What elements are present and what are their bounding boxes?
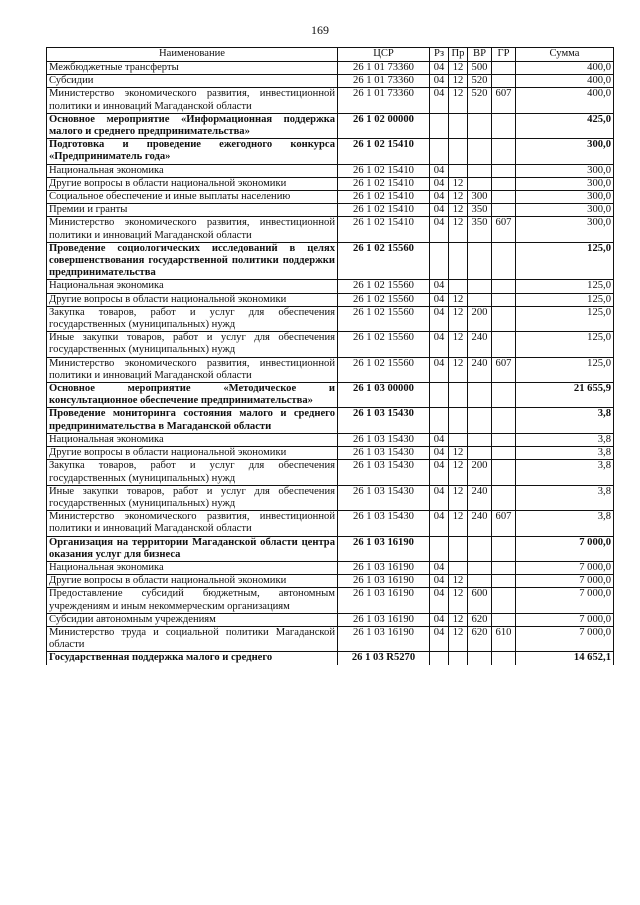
table-cell-gr — [492, 433, 516, 446]
table-cell-pr: 12 — [449, 204, 468, 217]
table-cell-csr: 26 1 02 15410 — [338, 191, 430, 204]
header-sum: Сумма — [516, 48, 614, 62]
table-cell-pr: 12 — [449, 75, 468, 88]
table-cell-sum: 300,0 — [516, 177, 614, 190]
table-cell-csr: 26 1 03 16190 — [338, 588, 430, 613]
table-row — [47, 447, 614, 460]
table-cell-vr: 240 — [468, 357, 492, 382]
table-cell-csr: 26 1 03 15430 — [338, 485, 430, 510]
table-cell-pr — [449, 536, 468, 561]
table-cell-csr: 26 1 01 73360 — [338, 88, 430, 113]
table-cell-rz: 04 — [430, 485, 449, 510]
table-cell-vr — [468, 408, 492, 433]
table-cell-vr: 350 — [468, 217, 492, 242]
table-cell-vr: 500 — [468, 62, 492, 75]
table-cell-csr: 26 1 03 16190 — [338, 575, 430, 588]
table-row — [47, 626, 614, 651]
table-cell-name: Субсидии — [47, 75, 338, 88]
table-cell-sum: 7 000,0 — [516, 575, 614, 588]
table-cell-rz: 04 — [430, 575, 449, 588]
table-cell-pr — [449, 383, 468, 408]
table-row — [47, 306, 614, 331]
table-cell-pr: 12 — [449, 217, 468, 242]
table-cell-pr — [449, 242, 468, 280]
table-cell-rz — [430, 242, 449, 280]
table-cell-rz: 04 — [430, 164, 449, 177]
table-cell-vr — [468, 433, 492, 446]
table-cell-name: Предоставление субсидий бюджетным, автономным учреждениям и иным некоммерческим организациям — [47, 588, 338, 613]
table-cell-csr: 26 1 03 R5270 — [338, 652, 430, 665]
table-cell-name: Социальное обеспечение и иные выплаты населению — [47, 191, 338, 204]
table-cell-sum: 125,0 — [516, 242, 614, 280]
table-cell-vr — [468, 536, 492, 561]
table-cell-sum: 125,0 — [516, 280, 614, 293]
table-cell-sum: 125,0 — [516, 357, 614, 382]
table-cell-gr — [492, 191, 516, 204]
table-cell-rz: 04 — [430, 332, 449, 357]
table-row — [47, 217, 614, 242]
table-cell-csr: 26 1 03 16190 — [338, 626, 430, 651]
table-cell-name: Национальная экономика — [47, 561, 338, 574]
table-cell-csr: 26 1 02 15560 — [338, 332, 430, 357]
table-cell-vr: 620 — [468, 613, 492, 626]
table-cell-sum: 7 000,0 — [516, 561, 614, 574]
table-cell-pr: 12 — [449, 613, 468, 626]
header-gr: ГР — [492, 48, 516, 62]
table-cell-pr: 12 — [449, 306, 468, 331]
table-cell-rz: 04 — [430, 433, 449, 446]
table-body — [47, 62, 614, 665]
table-cell-gr — [492, 204, 516, 217]
table-row — [47, 588, 614, 613]
table-cell-sum: 3,8 — [516, 447, 614, 460]
table-row — [47, 191, 614, 204]
table-cell-vr — [468, 652, 492, 665]
table-cell-name: Национальная экономика — [47, 164, 338, 177]
table-cell-gr — [492, 561, 516, 574]
table-cell-name: Основное мероприятие «Информационная поддержка малого и среднего предпринимательства» — [47, 113, 338, 138]
table-cell-csr: 26 1 02 15560 — [338, 280, 430, 293]
table-row — [47, 613, 614, 626]
table-cell-csr: 26 1 01 73360 — [338, 62, 430, 75]
table-cell-csr: 26 1 03 15430 — [338, 408, 430, 433]
table-cell-rz: 04 — [430, 511, 449, 536]
table-cell-rz: 04 — [430, 357, 449, 382]
table-cell-pr: 12 — [449, 485, 468, 510]
table-cell-vr — [468, 575, 492, 588]
table-cell-vr: 300 — [468, 191, 492, 204]
page-number: 169 — [311, 23, 329, 37]
table-header-row — [47, 48, 614, 62]
table-cell-pr — [449, 561, 468, 574]
table-cell-pr: 12 — [449, 62, 468, 75]
table-cell-vr: 240 — [468, 485, 492, 510]
table-cell-rz: 04 — [430, 217, 449, 242]
table-cell-name: Межбюджетные трансферты — [47, 62, 338, 75]
table-row — [47, 536, 614, 561]
table-cell-rz: 04 — [430, 626, 449, 651]
table-cell-gr — [492, 177, 516, 190]
table-cell-csr: 26 1 02 00000 — [338, 113, 430, 138]
table-cell-gr — [492, 293, 516, 306]
table-row — [47, 242, 614, 280]
table-row — [47, 293, 614, 306]
table-cell-name: Закупка товаров, работ и услуг для обеспечения государственных (муниципальных) нужд — [47, 306, 338, 331]
table-cell-gr: 610 — [492, 626, 516, 651]
table-cell-sum: 400,0 — [516, 62, 614, 75]
table-row — [47, 561, 614, 574]
table-cell-name: Организация на территории Магаданской области центра оказания услуг для бизнеса — [47, 536, 338, 561]
table-cell-name: Проведение мониторинга состояния малого и среднего предпринимательства в Магаданской области — [47, 408, 338, 433]
table-cell-csr: 26 1 02 15410 — [338, 139, 430, 164]
table-row — [47, 357, 614, 382]
table-cell-csr: 26 1 03 15430 — [338, 511, 430, 536]
table-cell-pr: 12 — [449, 588, 468, 613]
table-cell-gr — [492, 460, 516, 485]
table-cell-sum: 3,8 — [516, 433, 614, 446]
table-cell-rz: 04 — [430, 293, 449, 306]
table-cell-sum: 300,0 — [516, 217, 614, 242]
table-row — [47, 460, 614, 485]
table-cell-sum: 300,0 — [516, 139, 614, 164]
table-row — [47, 575, 614, 588]
table-cell-vr — [468, 561, 492, 574]
table-cell-rz: 04 — [430, 306, 449, 331]
table-cell-pr — [449, 139, 468, 164]
table-cell-gr — [492, 332, 516, 357]
table-cell-pr: 12 — [449, 357, 468, 382]
table-cell-gr — [492, 575, 516, 588]
table-cell-csr: 26 1 03 15430 — [338, 447, 430, 460]
table-cell-sum: 400,0 — [516, 88, 614, 113]
table-row — [47, 652, 614, 665]
table-cell-sum: 300,0 — [516, 164, 614, 177]
table-cell-rz: 04 — [430, 588, 449, 613]
table-cell-csr: 26 1 03 16190 — [338, 561, 430, 574]
table-cell-vr: 350 — [468, 204, 492, 217]
table-cell-gr — [492, 536, 516, 561]
table-row — [47, 88, 614, 113]
table-cell-sum: 3,8 — [516, 511, 614, 536]
table-cell-sum: 7 000,0 — [516, 536, 614, 561]
table-cell-vr — [468, 139, 492, 164]
table-cell-gr — [492, 588, 516, 613]
table-cell-sum: 3,8 — [516, 460, 614, 485]
table-cell-gr — [492, 306, 516, 331]
table-cell-sum: 125,0 — [516, 293, 614, 306]
table-cell-pr — [449, 408, 468, 433]
table-cell-sum: 14 652,1 — [516, 652, 614, 665]
table-cell-pr: 12 — [449, 626, 468, 651]
table-cell-pr: 12 — [449, 460, 468, 485]
table-cell-name: Закупка товаров, работ и услуг для обеспечения государственных (муниципальных) нужд — [47, 460, 338, 485]
table-row — [47, 408, 614, 433]
table-cell-pr — [449, 433, 468, 446]
table-cell-vr: 520 — [468, 88, 492, 113]
table-cell-vr — [468, 447, 492, 460]
table-cell-pr: 12 — [449, 575, 468, 588]
table-row — [47, 332, 614, 357]
table-cell-gr: 607 — [492, 88, 516, 113]
table-cell-sum: 300,0 — [516, 191, 614, 204]
table-cell-vr — [468, 383, 492, 408]
table-cell-csr: 26 1 02 15560 — [338, 242, 430, 280]
header-name: Наименование — [47, 48, 338, 62]
table-cell-rz: 04 — [430, 204, 449, 217]
table-cell-rz: 04 — [430, 447, 449, 460]
table-row — [47, 164, 614, 177]
table-cell-name: Иные закупки товаров, работ и услуг для обеспечения государственных (муниципальных) нужд — [47, 332, 338, 357]
table-cell-rz — [430, 652, 449, 665]
table-row — [47, 62, 614, 75]
table-cell-vr: 200 — [468, 460, 492, 485]
table-row — [47, 383, 614, 408]
table-cell-sum: 7 000,0 — [516, 613, 614, 626]
table-cell-gr — [492, 75, 516, 88]
table-cell-csr: 26 1 03 00000 — [338, 383, 430, 408]
table-cell-csr: 26 1 03 16190 — [338, 613, 430, 626]
table-cell-sum: 125,0 — [516, 306, 614, 331]
table-cell-vr: 620 — [468, 626, 492, 651]
table-cell-gr: 607 — [492, 357, 516, 382]
table-row — [47, 139, 614, 164]
table-cell-gr — [492, 408, 516, 433]
table-cell-pr: 12 — [449, 88, 468, 113]
table-row — [47, 75, 614, 88]
table-cell-vr: 600 — [468, 588, 492, 613]
table-cell-gr — [492, 139, 516, 164]
header-pr: Пр — [449, 48, 468, 62]
table-cell-name: Другие вопросы в области национальной экономики — [47, 177, 338, 190]
table-cell-rz: 04 — [430, 280, 449, 293]
table-cell-name: Субсидии автономным учреждениям — [47, 613, 338, 626]
table-cell-csr: 26 1 02 15410 — [338, 217, 430, 242]
table-cell-sum: 425,0 — [516, 113, 614, 138]
table-cell-csr: 26 1 01 73360 — [338, 75, 430, 88]
table-cell-csr: 26 1 02 15560 — [338, 293, 430, 306]
table-cell-csr: 26 1 03 15430 — [338, 460, 430, 485]
table-row — [47, 485, 614, 510]
table-row — [47, 177, 614, 190]
table-cell-pr: 12 — [449, 177, 468, 190]
table-cell-vr — [468, 280, 492, 293]
table-cell-rz: 04 — [430, 191, 449, 204]
table-cell-pr: 12 — [449, 332, 468, 357]
table-cell-gr — [492, 113, 516, 138]
table-cell-vr — [468, 177, 492, 190]
table-cell-name: Министерство экономического развития, инвестиционной политики и инноваций Магаданской области — [47, 88, 338, 113]
table-row — [47, 113, 614, 138]
table-cell-csr: 26 1 02 15410 — [338, 164, 430, 177]
table-cell-name: Иные закупки товаров, работ и услуг для обеспечения государственных (муниципальных) нужд — [47, 485, 338, 510]
table-cell-pr: 12 — [449, 191, 468, 204]
table-cell-vr: 240 — [468, 511, 492, 536]
table-cell-rz — [430, 536, 449, 561]
table-cell-vr — [468, 242, 492, 280]
table-row — [47, 280, 614, 293]
table-cell-csr: 26 1 02 15410 — [338, 204, 430, 217]
table-cell-rz: 04 — [430, 561, 449, 574]
table-cell-name: Министерство экономического развития, инвестиционной политики и инноваций Магаданской области — [47, 357, 338, 382]
table-cell-rz: 04 — [430, 62, 449, 75]
table-cell-csr: 26 1 02 15410 — [338, 177, 430, 190]
table-cell-gr — [492, 613, 516, 626]
table-cell-sum: 300,0 — [516, 204, 614, 217]
table-cell-rz — [430, 408, 449, 433]
table-cell-pr — [449, 280, 468, 293]
budget-table — [46, 47, 614, 665]
table-cell-sum: 125,0 — [516, 332, 614, 357]
table-row — [47, 511, 614, 536]
table-cell-rz — [430, 113, 449, 138]
table-cell-sum: 21 655,9 — [516, 383, 614, 408]
table-cell-gr: 607 — [492, 217, 516, 242]
header-csr: ЦСР — [338, 48, 430, 62]
table-cell-gr — [492, 485, 516, 510]
table-cell-pr — [449, 652, 468, 665]
table-cell-gr: 607 — [492, 511, 516, 536]
table-cell-csr: 26 1 02 15560 — [338, 357, 430, 382]
header-vr: ВР — [468, 48, 492, 62]
table-cell-name: Подготовка и проведение ежегодного конкурса «Предприниматель года» — [47, 139, 338, 164]
table-cell-name: Другие вопросы в области национальной экономики — [47, 575, 338, 588]
table-cell-rz: 04 — [430, 88, 449, 113]
table-cell-name: Национальная экономика — [47, 280, 338, 293]
table-cell-vr: 520 — [468, 75, 492, 88]
table-cell-rz — [430, 139, 449, 164]
table-cell-vr — [468, 293, 492, 306]
table-cell-name: Основное мероприятие «Методическое и консультационное обеспечение предпринимательства» — [47, 383, 338, 408]
table-cell-sum: 7 000,0 — [516, 588, 614, 613]
table-cell-sum: 3,8 — [516, 408, 614, 433]
table-cell-rz: 04 — [430, 460, 449, 485]
table-cell-rz: 04 — [430, 75, 449, 88]
table-cell-gr — [492, 383, 516, 408]
table-cell-gr — [492, 62, 516, 75]
table-cell-rz: 04 — [430, 613, 449, 626]
table-cell-name: Премии и гранты — [47, 204, 338, 217]
table-cell-vr: 200 — [468, 306, 492, 331]
table-cell-gr — [492, 242, 516, 280]
header-rz: Рз — [430, 48, 449, 62]
table-row — [47, 204, 614, 217]
table-cell-gr — [492, 164, 516, 177]
table-cell-gr — [492, 447, 516, 460]
table-cell-pr — [449, 113, 468, 138]
table-cell-vr: 240 — [468, 332, 492, 357]
table-cell-name: Государственная поддержка малого и среднего — [47, 652, 338, 665]
table-cell-vr — [468, 164, 492, 177]
table-cell-vr — [468, 113, 492, 138]
table-cell-sum: 400,0 — [516, 75, 614, 88]
table-cell-name: Министерство экономического развития, инвестиционной политики и инноваций Магаданской области — [47, 217, 338, 242]
table-cell-name: Другие вопросы в области национальной экономики — [47, 447, 338, 460]
table-cell-csr: 26 1 03 16190 — [338, 536, 430, 561]
table-row — [47, 433, 614, 446]
table-cell-rz — [430, 383, 449, 408]
table-cell-gr — [492, 652, 516, 665]
table-cell-name: Национальная экономика — [47, 433, 338, 446]
table-cell-csr: 26 1 02 15560 — [338, 306, 430, 331]
table-cell-gr — [492, 280, 516, 293]
table-cell-name: Другие вопросы в области национальной экономики — [47, 293, 338, 306]
table-cell-sum: 3,8 — [516, 485, 614, 510]
table-cell-name: Министерство экономического развития, инвестиционной политики и инноваций Магаданской области — [47, 511, 338, 536]
table-cell-pr: 12 — [449, 447, 468, 460]
table-cell-pr — [449, 164, 468, 177]
table-cell-name: Министерство труда и социальной политики Магаданской области — [47, 626, 338, 651]
table-cell-csr: 26 1 03 15430 — [338, 433, 430, 446]
table-cell-pr: 12 — [449, 293, 468, 306]
table-cell-pr: 12 — [449, 511, 468, 536]
table-cell-name: Проведение социологических исследований в целях совершенствования государственной политики поддержки предпринимательства — [47, 242, 338, 280]
table-cell-sum: 7 000,0 — [516, 626, 614, 651]
table-cell-rz: 04 — [430, 177, 449, 190]
